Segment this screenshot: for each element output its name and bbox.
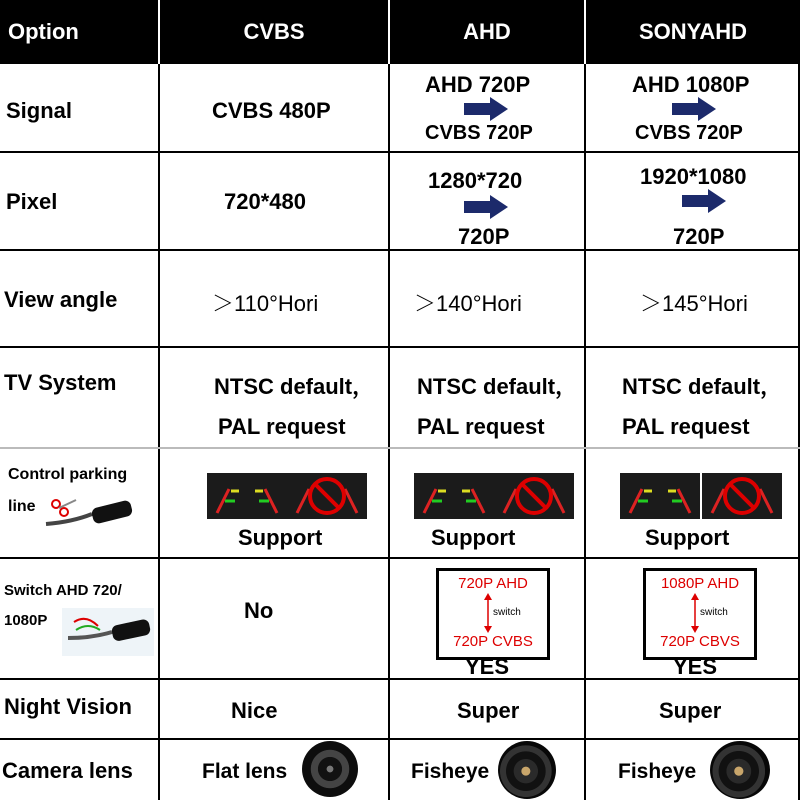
switch-mid-label: switch xyxy=(700,607,728,618)
row-label-view-angle: View angle xyxy=(4,287,118,312)
cell-cvbs-view-angle: ＞110°Hori xyxy=(212,291,319,316)
cell-ahd-view-angle: ＞140°Hori xyxy=(414,291,522,316)
parking-line-image xyxy=(207,473,287,519)
cell-sonyahd-parking: Support xyxy=(645,525,730,550)
row-label-control-parking: Control parking xyxy=(8,466,128,483)
cell-sonyahd-pixel-top: 1920*1080 xyxy=(640,164,747,189)
double-arrow-icon xyxy=(690,593,700,633)
arrow-icon xyxy=(672,97,716,121)
double-arrow-icon xyxy=(483,593,493,633)
grid-line xyxy=(0,738,800,740)
row-label-control-parking-line2: line xyxy=(8,498,36,515)
row-label-camera-lens: Camera lens xyxy=(2,758,133,783)
cell-cvbs-parking: Support xyxy=(238,525,323,550)
no-parking-line-image xyxy=(494,473,574,519)
cell-cvbs-tv-bottom: PAL request xyxy=(218,414,346,439)
cell-sonyahd-view-angle: ＞145°Hori xyxy=(640,291,748,316)
cell-sonyahd-pixel-bottom: 720P xyxy=(673,224,725,249)
cell-sonyahd-signal-top: AHD 1080P xyxy=(632,72,750,97)
no-parking-line-image xyxy=(702,473,782,519)
cell-cvbs-switch: No xyxy=(244,598,274,623)
cell-cvbs-pixel: 720*480 xyxy=(224,189,306,214)
parking-line-image xyxy=(620,473,700,519)
cell-sonyahd-tv-top: NTSC default， xyxy=(622,374,783,399)
cell-sonyahd-signal-bottom: CVBS 720P xyxy=(635,122,743,144)
row-label-pixel: Pixel xyxy=(6,189,58,214)
fisheye-lens-image xyxy=(498,741,556,799)
arrow-icon xyxy=(464,97,508,121)
header-sonyahd: SONYAHD xyxy=(586,0,800,64)
cell-sonyahd-switch-result: YES xyxy=(673,654,718,679)
row-label-switch-line2: 1080P xyxy=(4,612,48,629)
switch-diagram-sonyahd xyxy=(643,568,757,660)
cell-ahd-lens: Fisheye xyxy=(411,760,490,783)
arrow-icon xyxy=(464,195,508,219)
grid-line xyxy=(0,346,800,348)
cell-sonyahd-tv-bottom: PAL request xyxy=(622,414,750,439)
switch-diagram-ahd xyxy=(436,568,550,660)
cell-sonyahd-night: Super xyxy=(659,698,722,723)
cell-cvbs-tv-top: NTSC default， xyxy=(214,374,375,399)
grid-line xyxy=(0,447,800,449)
cell-ahd-pixel-bottom: 720P xyxy=(458,224,510,249)
cell-sonyahd-lens: Fisheye xyxy=(618,760,697,783)
switch-mid-label: switch xyxy=(493,607,521,618)
grid-line xyxy=(0,151,800,153)
no-parking-line-image xyxy=(287,473,367,519)
row-label-night-vision: Night Vision xyxy=(4,694,132,719)
flat-lens-image xyxy=(302,741,358,797)
wire-switch-icon xyxy=(62,608,154,656)
cell-ahd-signal-top: AHD 720P xyxy=(425,72,531,97)
grid-line xyxy=(0,557,800,559)
cell-ahd-parking: Support xyxy=(431,525,516,550)
cell-ahd-tv-top: NTSC default， xyxy=(417,374,578,399)
cell-cvbs-signal: CVBS 480P xyxy=(212,98,331,123)
cell-ahd-pixel-top: 1280*720 xyxy=(428,168,523,193)
switch-bottom-label: 720P CVBS xyxy=(453,633,533,650)
fisheye-lens-image xyxy=(710,741,770,799)
grid-line xyxy=(158,64,160,800)
switch-bottom-label: 720P CBVS xyxy=(660,633,740,650)
wire-cut-icon xyxy=(42,494,134,538)
parking-line-image xyxy=(414,473,494,519)
cell-ahd-tv-bottom: PAL request xyxy=(417,414,545,439)
grid-line xyxy=(388,64,390,800)
cell-ahd-night: Super xyxy=(457,698,520,723)
header-cvbs: CVBS xyxy=(160,0,388,64)
header-option: Option xyxy=(0,0,158,64)
row-label-tv-system: TV System xyxy=(4,370,117,395)
cell-ahd-switch-result: YES xyxy=(465,654,510,679)
row-label-switch: Switch AHD 720/ xyxy=(4,582,122,599)
header-ahd: AHD xyxy=(390,0,584,64)
cell-ahd-signal-bottom: CVBS 720P xyxy=(425,122,533,144)
grid-line xyxy=(584,0,586,64)
row-label-signal: Signal xyxy=(6,98,73,123)
switch-top-label: 1080P AHD xyxy=(660,575,740,592)
cell-cvbs-night: Nice xyxy=(231,698,278,723)
cell-cvbs-lens: Flat lens xyxy=(202,760,288,783)
grid-line xyxy=(388,0,390,64)
grid-line xyxy=(584,64,586,800)
switch-top-label: 720P AHD xyxy=(458,575,528,592)
arrow-icon xyxy=(682,189,726,213)
